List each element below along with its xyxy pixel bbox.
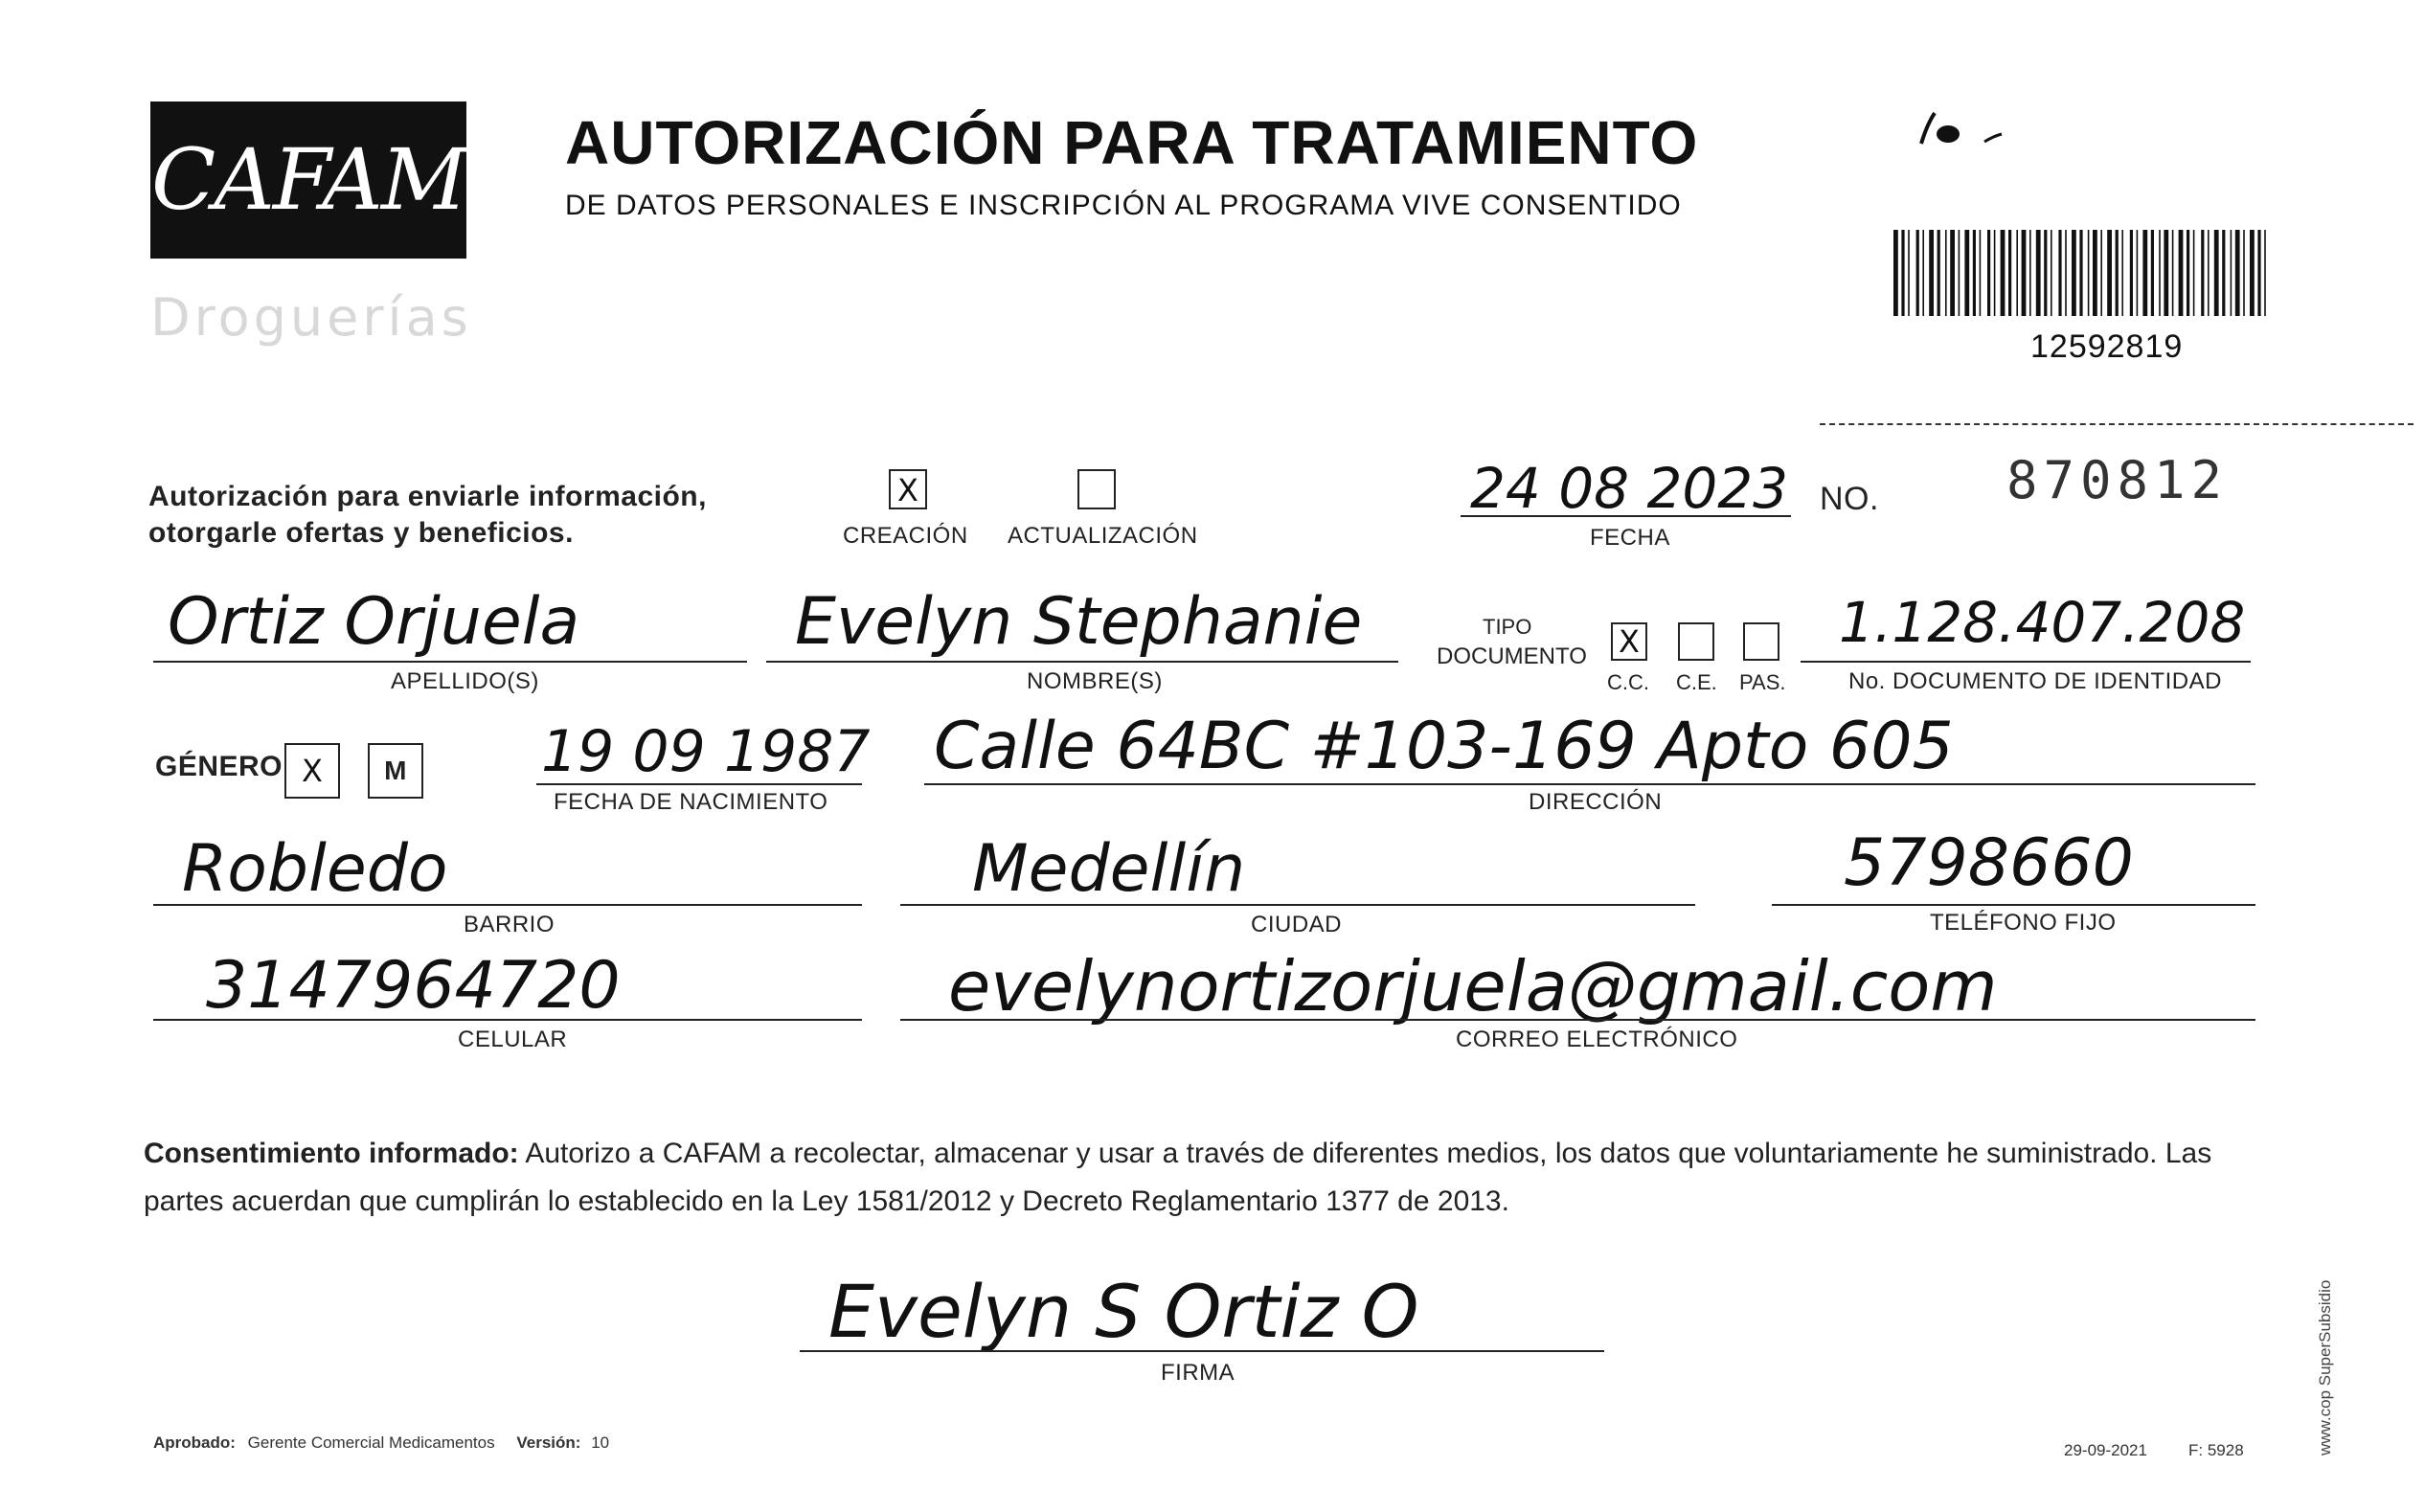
barcode-bar bbox=[1987, 230, 1990, 316]
creacion-checkbox[interactable] bbox=[889, 469, 927, 509]
footer-date: 29-09-2021 bbox=[2064, 1441, 2147, 1459]
aprobado-label: Aprobado: bbox=[153, 1433, 236, 1452]
telefono-label: TELÉFONO FIJO bbox=[1930, 910, 2117, 936]
telefono-line bbox=[1772, 904, 2255, 906]
barcode-bar bbox=[1994, 230, 1996, 316]
cc-label: C.C. bbox=[1607, 670, 1649, 694]
page-subtitle: DE DATOS PERSONALES E INSCRIPCIÓN AL PROGRAMA VIVE CONSENTIDO bbox=[565, 190, 1682, 221]
tipo-doc-label-2: DOCUMENTO bbox=[1437, 643, 1587, 669]
barcode-bar bbox=[2172, 230, 2174, 316]
genero-f-check-mark: X bbox=[302, 753, 323, 789]
direccion-value: Calle 64BC #103-169 Apto 605 bbox=[934, 709, 1954, 784]
barcode-bar bbox=[2088, 230, 2090, 316]
nombres-line bbox=[766, 661, 1398, 663]
barcode-bar bbox=[1929, 230, 1934, 316]
documento-label: No. DOCUMENTO DE IDENTIDAD bbox=[1848, 668, 2222, 694]
barcode-bar bbox=[2250, 230, 2255, 316]
barcode-bar bbox=[1893, 230, 1898, 316]
genero-m-label: M bbox=[384, 756, 407, 785]
footer-code: F: 5928 bbox=[2188, 1441, 2244, 1459]
nacimiento-value: 19 09 1987 bbox=[541, 718, 871, 785]
fecha-value: 24 08 2023 bbox=[1470, 456, 1789, 521]
nacimiento-label: FECHA DE NACIMIENTO bbox=[554, 789, 828, 815]
celular-line bbox=[153, 1019, 862, 1021]
barcode-bar bbox=[2100, 230, 2102, 316]
consent-heading: Consentimiento informado: bbox=[144, 1138, 519, 1169]
logo-subtitle: Droguerías bbox=[150, 287, 472, 348]
barcode-number: 12592819 bbox=[2030, 328, 2184, 365]
version-label: Versión: bbox=[516, 1433, 581, 1452]
barcode-bar bbox=[2036, 230, 2041, 316]
footer-aprobado bbox=[153, 1433, 609, 1453]
barcode-bar bbox=[2044, 230, 2047, 316]
barcode-bar bbox=[2065, 230, 2067, 316]
correo-value: evelynortizorjuela@gmail.com bbox=[948, 946, 1998, 1027]
barrio-line bbox=[153, 904, 862, 906]
direccion-line bbox=[924, 783, 2255, 785]
barcode-bar bbox=[2257, 230, 2260, 316]
correo-line bbox=[900, 1019, 2255, 1021]
fecha-label: FECHA bbox=[1590, 525, 1670, 551]
ink-mark-icon bbox=[1906, 96, 2021, 153]
ce-checkbox[interactable] bbox=[1678, 622, 1714, 661]
ciudad-value: Medellín bbox=[972, 831, 1246, 907]
barcode-bar bbox=[2029, 230, 2031, 316]
genero-f-checkbox[interactable] bbox=[284, 743, 340, 799]
barrio-label: BARRIO bbox=[464, 912, 555, 937]
barcode-bar bbox=[2231, 230, 2232, 316]
tipo-doc-label-1: TIPO bbox=[1483, 615, 1532, 639]
barcode-bar bbox=[2001, 230, 2006, 316]
barcode-bar bbox=[2222, 230, 2225, 316]
firma-signature: Evelyn S Ortiz O bbox=[828, 1269, 1419, 1354]
documento-value: 1.128.407.208 bbox=[1839, 590, 2246, 655]
apellidos-value: Ortiz Orjuela bbox=[168, 584, 580, 660]
barcode-bar bbox=[2051, 230, 2052, 316]
firma-line bbox=[800, 1350, 1604, 1352]
barcode-bar bbox=[1973, 230, 1976, 316]
actualizacion-checkbox[interactable] bbox=[1077, 469, 1116, 509]
numero-value: 870812 bbox=[2006, 450, 2229, 510]
barcode-bar bbox=[2058, 230, 2061, 316]
aprobado-value: Gerente Comercial Medicamentos bbox=[247, 1433, 495, 1452]
cut-line bbox=[1820, 423, 2414, 425]
barcode-bar bbox=[2243, 230, 2245, 316]
barcode-bar bbox=[2072, 230, 2076, 316]
version-value: 10 bbox=[591, 1433, 610, 1452]
celular-value: 3147964720 bbox=[206, 948, 621, 1024]
barcode-bar bbox=[2151, 230, 2154, 316]
barcode-bar bbox=[2121, 230, 2123, 316]
ciudad-line bbox=[900, 904, 1695, 906]
barcode-bar bbox=[1938, 230, 1940, 316]
barcode-bar bbox=[1901, 230, 1904, 316]
barcode-bar bbox=[2107, 230, 2112, 316]
barcode-bar bbox=[2142, 230, 2147, 316]
barcode bbox=[1892, 230, 2275, 316]
barcode-bar bbox=[1950, 230, 1955, 316]
barcode-bar bbox=[2137, 230, 2139, 316]
barcode-bar bbox=[2264, 230, 2266, 316]
barcode-bar bbox=[2008, 230, 2011, 316]
barcode-bar bbox=[2235, 230, 2240, 316]
barcode-bar bbox=[1964, 230, 1969, 316]
fecha-line bbox=[1461, 515, 1791, 517]
barcode-bar bbox=[2016, 230, 2018, 316]
direccion-label: DIRECCIÓN bbox=[1529, 789, 1663, 815]
barcode-bar bbox=[2130, 230, 2133, 316]
barcode-bar bbox=[1916, 230, 1919, 316]
creacion-check-mark: X bbox=[897, 472, 918, 508]
intro-line-2: otorgarle ofertas y beneficios. bbox=[148, 517, 574, 549]
barcode-bar bbox=[2159, 230, 2161, 316]
intro-line-1: Autorización para enviarle información, bbox=[148, 481, 707, 512]
barcode-bar bbox=[2022, 230, 2027, 316]
barcode-bar bbox=[2208, 230, 2210, 316]
barcode-bar bbox=[2079, 230, 2082, 316]
apellidos-line bbox=[153, 661, 747, 663]
side-print-text: www.cop SuperSubsidio bbox=[2316, 1279, 2334, 1456]
barcode-bar bbox=[2179, 230, 2184, 316]
barcode-bar bbox=[2093, 230, 2097, 316]
barcode-bar bbox=[1980, 230, 1982, 316]
page-title: AUTORIZACIÓN PARA TRATAMIENTO bbox=[565, 108, 1699, 177]
actualizacion-label: ACTUALIZACIÓN bbox=[1008, 523, 1198, 549]
genero-label: GÉNERO bbox=[155, 751, 283, 782]
telefono-value: 5798660 bbox=[1844, 825, 2134, 901]
barrio-value: Robledo bbox=[182, 831, 448, 907]
barcode-bar bbox=[1959, 230, 1960, 316]
genero-m-checkbox[interactable] bbox=[368, 743, 423, 799]
barcode-bar bbox=[2116, 230, 2119, 316]
numero-label: NO. bbox=[1820, 481, 1879, 517]
nombres-label: NOMBRE(S) bbox=[1027, 668, 1163, 694]
pas-label: PAS. bbox=[1739, 670, 1786, 694]
barcode-bar bbox=[1922, 230, 1924, 316]
barcode-bar bbox=[2201, 230, 2204, 316]
correo-label: CORREO ELECTRÓNICO bbox=[1456, 1027, 1738, 1052]
firma-label: FIRMA bbox=[1161, 1360, 1235, 1386]
ciudad-label: CIUDAD bbox=[1251, 912, 1343, 937]
apellidos-label: APELLIDO(S) bbox=[391, 668, 539, 694]
documento-line bbox=[1801, 661, 2251, 663]
barcode-bar bbox=[1945, 230, 1947, 316]
cc-check-mark: X bbox=[1619, 623, 1640, 660]
barcode-bar bbox=[1908, 230, 1910, 316]
barcode-bar bbox=[2187, 230, 2189, 316]
pas-checkbox[interactable] bbox=[1743, 622, 1779, 661]
cc-checkbox[interactable] bbox=[1611, 622, 1647, 661]
nombres-value: Evelyn Stephanie bbox=[795, 584, 1363, 660]
nacimiento-line bbox=[536, 783, 862, 785]
consent-paragraph bbox=[144, 1130, 2279, 1226]
logo-brand: CAFAM bbox=[151, 130, 465, 229]
consent-text: Autorizo a CAFAM a recolectar, almacenar y usar a través de diferentes medios, los datos que voluntariamente he suministrado. Las partes acuerdan que cumplirán lo establecido en la Ley 1581/2012 y Decreto Reglamentario 1377 de 2013. bbox=[144, 1138, 2212, 1217]
creacion-label: CREACIÓN bbox=[843, 523, 968, 549]
barcode-bar bbox=[2214, 230, 2219, 316]
celular-label: CELULAR bbox=[458, 1027, 568, 1052]
barcode-bar bbox=[2164, 230, 2168, 316]
ce-label: C.E. bbox=[1676, 670, 1717, 694]
barcode-bar bbox=[2193, 230, 2195, 316]
